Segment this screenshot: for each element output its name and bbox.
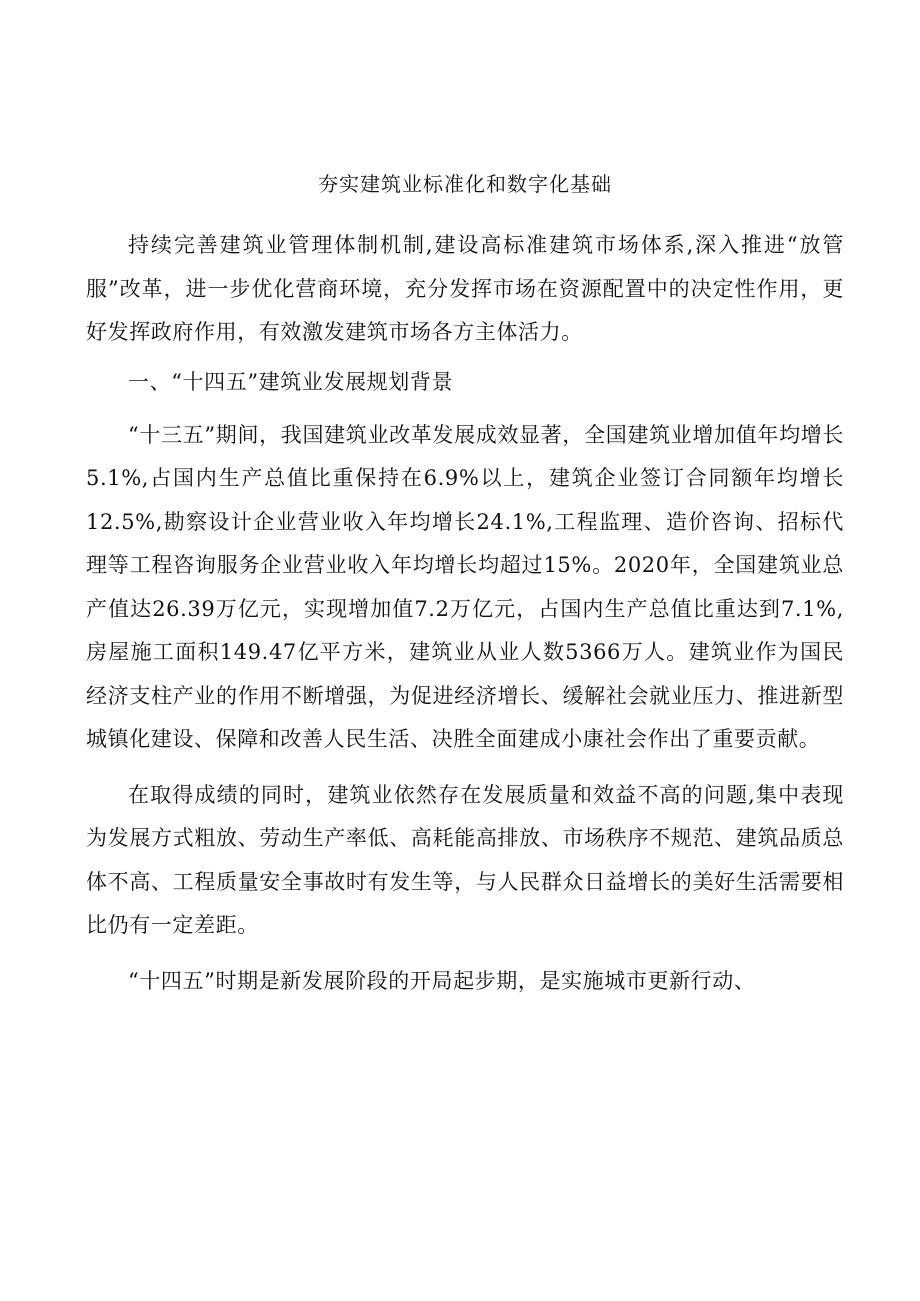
document-title: 夯实建筑业标准化和数字化基础 — [318, 172, 612, 196]
document-page — [86, 170, 844, 1015]
paragraph-fourteenth-plan: “十四五”时期是新发展阶段的开局起步期，是实施城市更新行动、 — [128, 968, 756, 993]
paragraph-problems: 在取得成绩的同时，建筑业依然存在发展质量和效益不高的问题,集中表现为发展方式粗放、劳动生产率低、高耗能高排放、市场秩序不规范、建筑品质总体不高、工程质量安全事故时有发生等，与人民群众日益增长的美好生活需要相比仍有一定差距。 — [86, 782, 844, 937]
section-heading: 一、“十四五”建筑业发展规划背景 — [128, 369, 454, 394]
paragraph-intro: 持续完善建筑业管理体制机制,建设高标准建筑市场体系,深入推进“放管服”改革，进一步优化营商环境，充分发挥市场在资源配置中的决定性作用，更好发挥政府作用，有效激发建筑市场各方主体活力。 — [86, 233, 844, 344]
paragraph-achievements: “十三五”期间，我国建筑业改革发展成效显著，全国建筑业增加值年均增长5.1%,占国内生产总值比重保持在6.9%以上，建筑企业签订合同额年均增长12.5%,勘察设计企业营业收入年均增长24.1%,工程监理、造价咨询、招标代理等工程咨询服务企业营业收入年均增长均超过15%。2020年，全国建筑业总产值达26.39万亿元，实现增加值7.2万亿元，占国内生产总值比重达到7.1%,房屋施工面积149.47亿平方米，建筑业从业人数5366万人。建筑业作为国民经济支柱产业的作用不断增强，为促进经济增长、缓解社会就业压力、推进新型城镇化建设、保障和改善人民生活、决胜全面建成小康社会作出了重要贡献。 — [86, 422, 844, 751]
